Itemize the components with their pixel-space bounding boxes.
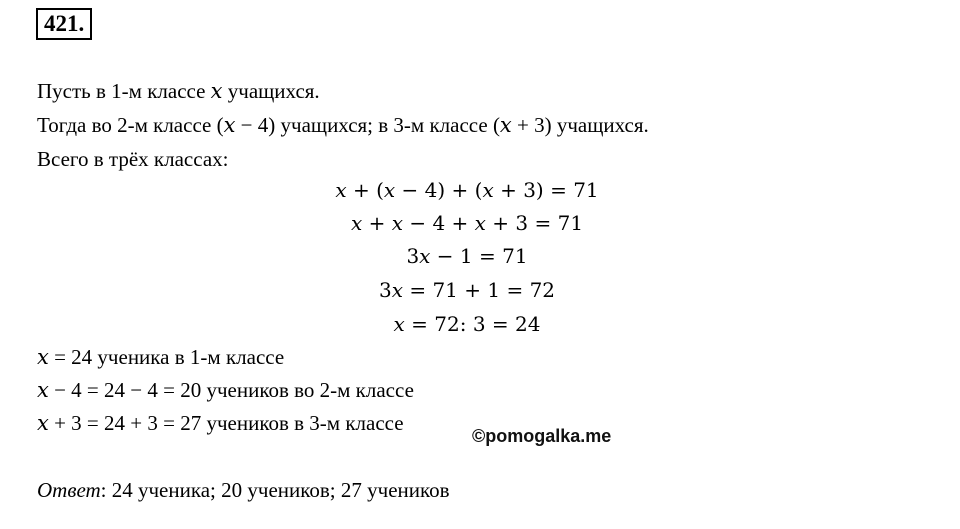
text-line-3: Всего в трёх классах:	[37, 147, 229, 171]
equation-2: 𝑥 + 𝑥 − 4 + 𝑥 + 3 = 71	[350, 211, 584, 235]
answer-label: Ответ	[37, 478, 101, 502]
equation-1: 𝑥 + (𝑥 − 4) + (𝑥 + 3) = 71	[335, 178, 599, 202]
answer-line	[37, 477, 450, 503]
problem-number: 421.	[36, 8, 92, 40]
text-line-1: Пусть в 1-м классе 𝑥 учащихся.	[37, 79, 320, 103]
result-line-1: 𝑥 = 24 ученика в 1-м классе	[37, 345, 285, 369]
answer-text: : 24 ученика; 20 учеников; 27 учеников	[100, 478, 450, 502]
watermark: ©pomogalka.me	[472, 426, 612, 446]
equation-4: 3𝑥 = 71 + 1 = 72	[378, 278, 556, 302]
equation-3: 3𝑥 − 1 = 71	[406, 244, 528, 268]
result-line-2: 𝑥 − 4 = 24 − 4 = 20 учеников во 2-м классе	[37, 378, 414, 402]
text-line-2: Тогда во 2-м классе (𝑥 − 4) учащихся; в 3-м классе (𝑥 + 3) учащихся.	[37, 113, 649, 137]
result-line-3: 𝑥 + 3 = 24 + 3 = 27 учеников в 3-м классе	[37, 411, 404, 435]
equation-5: 𝑥 = 72: 3 = 24	[393, 312, 541, 336]
